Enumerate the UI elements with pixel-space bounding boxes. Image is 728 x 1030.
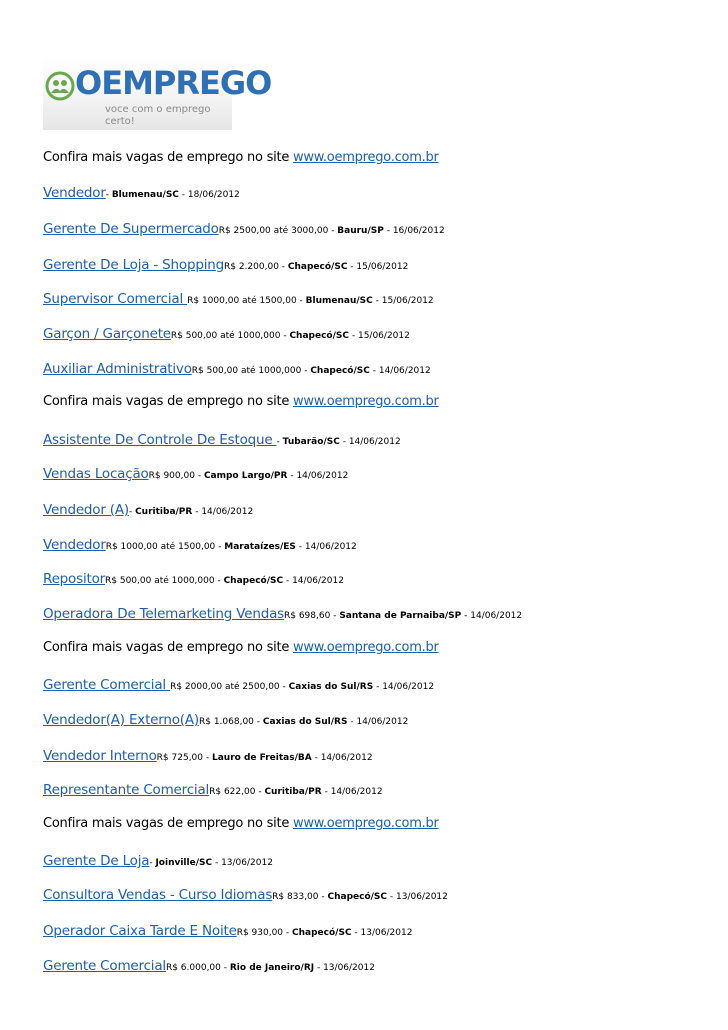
listing-row	[43, 779, 383, 802]
job-location: Chapecó/SC	[287, 262, 348, 272]
job-salary: R$ 500,00 até 1000,000	[170, 331, 281, 341]
job-details: R$ 2.200,00 - Chapecó/SC - 15/06/2012	[224, 262, 409, 272]
listing-row	[43, 603, 522, 626]
job-date: 14/06/2012	[304, 542, 357, 552]
listing-row	[43, 955, 375, 978]
job-title-link[interactable]: Vendas Locação	[43, 466, 149, 482]
job-date: 14/06/2012	[470, 611, 523, 621]
job-details: R$ 500,00 até 1000,000 - Chapecó/SC - 15/06/2012	[170, 331, 410, 341]
job-salary: R$ 2.200,00	[224, 262, 279, 272]
job-salary: R$ 6.000,00	[165, 963, 221, 973]
job-date: 14/06/2012	[378, 366, 431, 376]
listing-row	[43, 358, 431, 381]
job-salary: R$ 1.068,00	[198, 717, 254, 727]
listing-row	[43, 288, 434, 311]
job-title-link[interactable]: Assistente De Controle De Estoque	[43, 432, 277, 448]
job-location: Chapecó/SC	[223, 576, 284, 586]
job-location: Chapecó/SC	[327, 892, 388, 902]
job-details: R$ 698,60 - Santana de Parnaiba/SP - 14/06/2012	[283, 611, 523, 621]
job-details: - Curitiba/PR - 14/06/2012	[128, 507, 254, 517]
promo-text: Confira mais vagas de emprego no site	[43, 816, 293, 831]
job-details: R$ 930,00 - Chapecó/SC - 13/06/2012	[236, 928, 413, 938]
job-location: Caxias do Sul/RS	[288, 682, 374, 692]
listing-row	[43, 463, 348, 486]
job-salary: R$ 2500,00 até 3000,00	[218, 226, 329, 236]
listing-row	[43, 920, 412, 943]
job-date: 14/06/2012	[296, 471, 349, 481]
job-date: 14/06/2012	[320, 753, 373, 763]
listing-row	[43, 745, 373, 768]
job-date: 13/06/2012	[221, 858, 273, 868]
job-date: 18/06/2012	[187, 190, 240, 200]
job-location: Santana de Parnaiba/SP	[339, 611, 462, 621]
promo-line	[43, 814, 439, 834]
listing-row	[43, 218, 445, 241]
job-details: - Joinville/SC - 13/06/2012	[149, 858, 273, 868]
job-salary: R$ 500,00 até 1000,000	[191, 366, 302, 376]
listing-row	[43, 323, 410, 346]
job-date: 14/06/2012	[356, 717, 409, 727]
job-salary: R$ 725,00	[156, 753, 204, 763]
promo-text: Confira mais vagas de emprego no site	[43, 150, 293, 165]
job-salary: R$ 500,00 até 1000,000	[105, 576, 215, 586]
listing-row	[43, 568, 344, 591]
listing-row	[43, 884, 448, 907]
job-location: Curitiba/PR	[264, 787, 322, 797]
job-location: Campo Largo/PR	[203, 471, 288, 481]
job-title-link[interactable]: Garçon / Garçonete	[43, 326, 171, 342]
job-location: Chapecó/SC	[310, 366, 370, 376]
job-title-link[interactable]: Representante Comercial	[43, 782, 210, 798]
job-details: R$ 2500,00 até 3000,00 - Bauru/SP - 16/06/2012	[218, 226, 445, 236]
job-title-link[interactable]: Consultora Vendas - Curso Idiomas	[43, 887, 273, 903]
job-salary: R$ 622,00	[209, 787, 256, 797]
job-details: R$ 622,00 - Curitiba/PR - 14/06/2012	[209, 787, 383, 797]
job-title-link[interactable]: Operador Caixa Tarde E Noite	[43, 923, 237, 939]
job-date: 14/06/2012	[330, 787, 383, 797]
job-date: 13/06/2012	[396, 892, 448, 902]
job-salary: R$ 930,00	[236, 928, 284, 938]
promo-line	[43, 638, 439, 658]
job-details: R$ 1000,00 até 1500,00 - Marataízes/ES - 14/06/2012	[105, 542, 357, 552]
job-salary: R$ 1000,00 até 1500,00	[105, 542, 216, 552]
job-date: 14/06/2012	[201, 507, 254, 517]
promo-line	[43, 148, 439, 168]
listing-row	[43, 254, 408, 277]
job-location: Tubarão/SC	[282, 437, 340, 447]
job-title-link[interactable]: Gerente De Supermercado	[43, 221, 219, 237]
job-date: 13/06/2012	[323, 963, 375, 973]
site-link[interactable]: www.oemprego.com.br	[292, 816, 439, 831]
job-title-link[interactable]: Vendedor (A)	[43, 502, 129, 518]
job-details: R$ 500,00 até 1000,000 - Chapecó/SC - 14/06/2012	[105, 576, 344, 586]
job-location: Joinville/SC	[155, 858, 213, 868]
job-title-link[interactable]: Gerente Comercial	[43, 958, 166, 974]
job-location: Lauro de Freitas/BA	[212, 753, 312, 763]
job-date: 14/06/2012	[348, 437, 401, 447]
site-link[interactable]: www.oemprego.com.br	[292, 150, 439, 165]
listing-row	[43, 499, 253, 522]
job-title-link[interactable]: Auxiliar Administrativo	[43, 361, 192, 377]
job-location: Caxias do Sul/RS	[262, 717, 348, 727]
job-title-link[interactable]: Vendedor(A) Externo(A)	[43, 712, 199, 728]
job-title-link[interactable]: Gerente Comercial	[43, 677, 171, 693]
job-location: Chapecó/SC	[292, 928, 352, 938]
job-title-link[interactable]: Vendedor	[43, 185, 106, 201]
job-details: R$ 1000,00 até 1500,00 - Blumenau/SC - 15/06/2012	[187, 296, 434, 306]
listing-row	[43, 182, 240, 205]
job-salary: R$ 833,00	[272, 892, 319, 902]
listing-row	[43, 534, 357, 557]
job-details: R$ 833,00 - Chapecó/SC - 13/06/2012	[272, 892, 448, 902]
people-icon	[45, 71, 75, 101]
job-salary: R$ 2000,00 até 2500,00	[170, 682, 280, 692]
listing-row	[43, 850, 273, 873]
job-details: - Blumenau/SC - 18/06/2012	[105, 190, 240, 200]
job-title-link[interactable]: Gerente De Loja	[43, 853, 150, 869]
job-details: R$ 1.068,00 - Caxias do Sul/RS - 14/06/2012	[198, 717, 409, 727]
job-date: 14/06/2012	[292, 576, 344, 586]
site-link[interactable]: www.oemprego.com.br	[292, 640, 439, 655]
job-location: Marataízes/ES	[224, 542, 296, 552]
job-details: - Tubarão/SC - 14/06/2012	[276, 437, 401, 447]
job-details: R$ 900,00 - Campo Largo/PR - 14/06/2012	[148, 471, 349, 481]
job-date: 16/06/2012	[392, 226, 445, 236]
logo-wordmark: OEMPREGO	[75, 64, 272, 102]
job-details: R$ 6.000,00 - Rio de Janeiro/RJ - 13/06/2012	[165, 963, 375, 973]
job-salary: R$ 1000,00 até 1500,00	[187, 296, 297, 306]
job-date: 15/06/2012	[356, 262, 409, 272]
logo-tagline: voce com o emprego certo!	[105, 104, 211, 127]
job-location: Bauru/SP	[337, 226, 384, 236]
job-title-link[interactable]: Repositor	[43, 571, 105, 587]
job-salary: R$ 698,60	[283, 611, 331, 621]
job-title-link[interactable]: Gerente De Loja - Shopping	[43, 257, 224, 273]
job-title-link[interactable]: Vendedor	[43, 537, 106, 553]
promo-line	[43, 392, 439, 412]
job-date: 13/06/2012	[360, 928, 413, 938]
job-title-link[interactable]: Vendedor Interno	[43, 748, 157, 764]
job-location: Blumenau/SC	[305, 296, 373, 306]
job-location: Curitiba/PR	[135, 507, 193, 517]
job-salary: R$ 900,00	[148, 471, 195, 481]
listing-row	[43, 709, 408, 732]
job-details: R$ 725,00 - Lauro de Freitas/BA - 14/06/2012	[156, 753, 373, 763]
job-date: 15/06/2012	[381, 296, 434, 306]
site-link[interactable]: www.oemprego.com.br	[292, 394, 439, 409]
promo-text: Confira mais vagas de emprego no site	[43, 640, 293, 655]
listing-row	[43, 429, 401, 452]
job-date: 15/06/2012	[357, 331, 410, 341]
job-title-link[interactable]: Operadora De Telemarketing Vendas	[43, 606, 284, 622]
job-location: Chapecó/SC	[289, 331, 349, 341]
job-details: R$ 500,00 até 1000,000 - Chapecó/SC - 14/06/2012	[191, 366, 431, 376]
job-date: 14/06/2012	[382, 682, 435, 692]
job-location: Blumenau/SC	[111, 190, 179, 200]
oemprego-logo	[43, 56, 272, 130]
job-location: Rio de Janeiro/RJ	[229, 963, 315, 973]
job-details: R$ 2000,00 até 2500,00 - Caxias do Sul/RS - 14/06/2012	[170, 682, 435, 692]
listing-row	[43, 674, 434, 697]
promo-text: Confira mais vagas de emprego no site	[43, 394, 293, 409]
job-title-link[interactable]: Supervisor Comercial	[43, 291, 188, 307]
